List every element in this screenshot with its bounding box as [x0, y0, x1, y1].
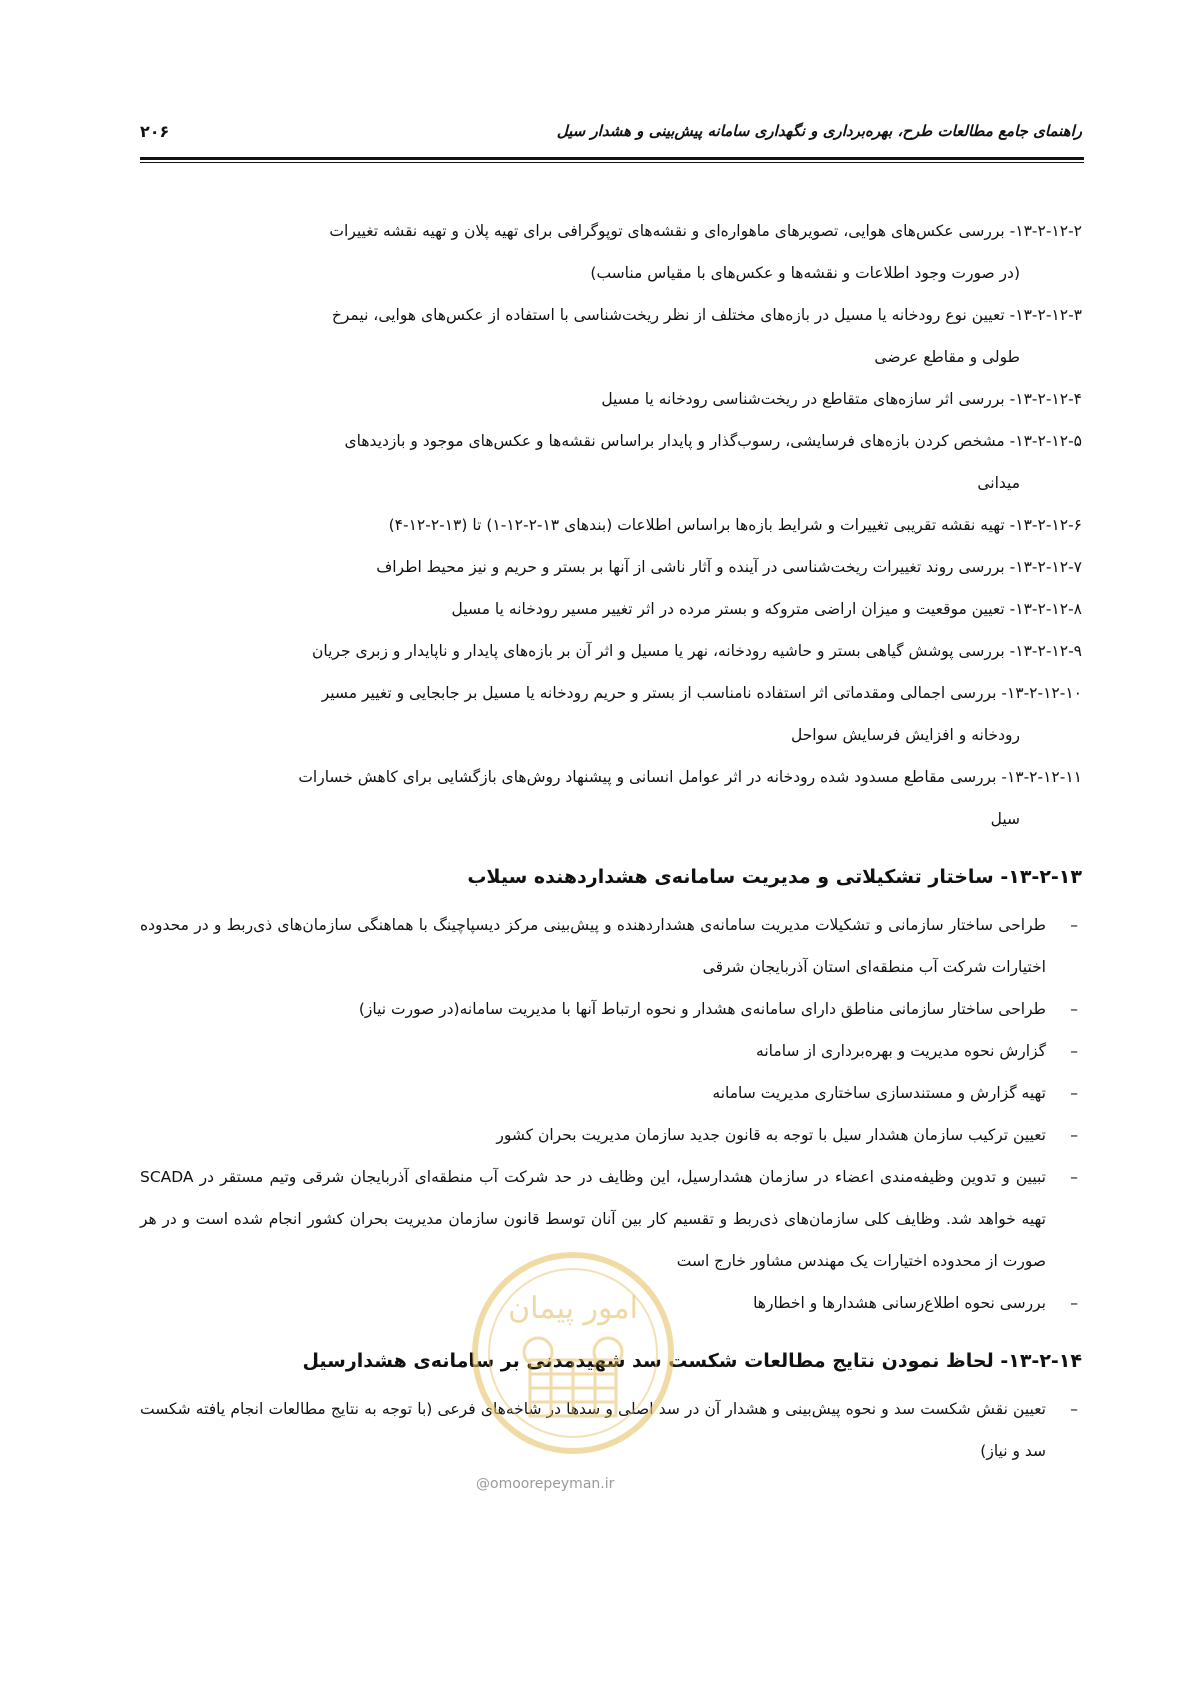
bullet-text: طراحی ساختار سازمانی مناطق دارای سامانه‌ی هشدار و نحوه ارتباط آنها با مدیریت سامانه(در صورت نیاز): [358, 1000, 1046, 1018]
watermark-url: @omoorepeyman.ir: [476, 1476, 615, 1492]
bullet-dash: –: [1070, 1000, 1078, 1018]
bullet-text: گزارش نحوه مدیریت و بهره‌برداری از سامانه: [756, 1042, 1046, 1060]
bullet-dash: –: [1070, 1168, 1078, 1186]
item-code: ۱۳-۲-۱۲-۱۰-: [1001, 684, 1082, 702]
bullet-dash: –: [1070, 1294, 1078, 1312]
item-text: بررسی مقاطع مسدود شده رودخانه در اثر عوامل انسانی و پیشنهاد روش‌های بازگشایی برای کاهش خسارات: [298, 768, 997, 786]
item-code: ۱۳-۲-۱۲-۵-: [1009, 432, 1082, 450]
list-item: [140, 672, 1082, 756]
bullet-text: تعیین ترکیب سازمان هشدار سیل با توجه به قانون جدید سازمان مدیریت بحران کشور: [496, 1126, 1046, 1144]
item-text: مشخص کردن بازه‌های فرسایشی، رسوب‌گذار و پایدار براساس نقشه‌ها و عکس‌های موجود و بازدیدهای: [344, 432, 1005, 450]
item-code: ۱۳-۲-۱۲-۲-: [1009, 222, 1082, 240]
page-content: [140, 210, 1082, 1472]
item-code: ۱۳-۲-۱۲-۴-: [1009, 390, 1082, 408]
item-code: ۱۳-۲-۱۲-۶-: [1009, 516, 1082, 534]
item-continuation: سیل: [990, 810, 1020, 828]
bullet-item: [140, 1282, 1082, 1324]
bullet-text: تهیه گزارش و مستندسازی ساختاری مدیریت سامانه: [712, 1084, 1046, 1102]
item-continuation: میدانی: [977, 474, 1020, 492]
item-continuation: رودخانه و افزایش فرسایش سواحل: [790, 726, 1020, 744]
page-number: ۲۰۶: [140, 122, 170, 141]
section-heading-13: ۱۳-۲-۱۳- ساختار تشکیلاتی و مدیریت سامانه‌ی هشداردهنده سیلاب: [467, 866, 1082, 888]
bullet-item: [140, 988, 1082, 1030]
bullet-text: بررسی نحوه اطلاع‌رسانی هشدارها و اخطارها: [753, 1294, 1046, 1312]
item-list: [140, 210, 1082, 840]
item-code: ۱۳-۲-۱۲-۷-: [1009, 558, 1082, 576]
item-code: ۱۳-۲-۱۲-۹-: [1009, 642, 1082, 660]
item-text: بررسی عکس‌های هوایی، تصویرهای ماهواره‌ای و نقشه‌های توپوگرافی برای تهیه پلان و تهیه نقشه تغییرات: [329, 222, 1005, 240]
item-continuation: طولی و مقاطع عرضی: [874, 348, 1020, 366]
header-rule-thin: [140, 162, 1084, 163]
bullet-item: [140, 1114, 1082, 1156]
bullet-text: تبیین و تدوین وظیفه‌مندی اعضاء در سازمان هشدارسیل، این وظایف در حد شرکت آب منطقه‌ای آذربایجان شرقی وتیم مستقر در SCADA تهیه خواهد شد. وظایف کلی سازمان‌های ذی‌ربط و تقسیم کار بین آنان توسط قانون سازمان مدیریت بحران کشور انجام شده است و در هر صورت از محدوده اختیارات یک مهندس مشاور خارج است: [140, 1168, 1046, 1270]
list-item: [140, 546, 1082, 588]
list-item: [140, 588, 1082, 630]
header-title: راهنمای جامع مطالعات طرح، بهره‌برداری و نگهداری سامانه پیش‌بینی و هشدار سیل: [556, 122, 1082, 140]
item-continuation: (در صورت وجود اطلاعات و نقشه‌ها و عکس‌های با مقیاس مناسب): [590, 264, 1020, 282]
item-text: تعیین موقعیت و میزان اراضی متروکه و بستر مرده در اثر تغییر مسیر رودخانه یا مسیل: [451, 600, 1005, 618]
bullet-item: [140, 904, 1082, 988]
bullet-item: [140, 1072, 1082, 1114]
list-item: [140, 420, 1082, 504]
bullet-dash: –: [1070, 1400, 1078, 1418]
item-text: تهیه نقشه تقریبی تغییرات و شرایط بازه‌ها براساس اطلاعات (بندهای ۱۳-۲-۱۲-۱) تا (۱۳-۲-۱۲-۴): [388, 516, 1005, 534]
list-item: [140, 504, 1082, 546]
bullet-list-13: [140, 904, 1082, 1324]
item-text: بررسی اجمالی ومقدماتی اثر استفاده نامناسب از بستر و حریم رودخانه یا مسیل بر جابجایی و تغییر مسیر: [321, 684, 997, 702]
item-text: بررسی اثر سازه‌های متقاطع در ریخت‌شناسی رودخانه یا مسیل: [601, 390, 1005, 408]
list-item: [140, 756, 1082, 840]
bullet-item: [140, 1030, 1082, 1072]
header-rule: [140, 157, 1084, 160]
section-heading-14: ۱۳-۲-۱۴- لحاظ نمودن نتایج مطالعات شکست سد شهیدمدنی بر سامانه‌ی هشدارسیل: [302, 1350, 1082, 1372]
bullet-list-14: [140, 1388, 1082, 1472]
bullet-dash: –: [1070, 1042, 1078, 1060]
item-code: ۱۳-۲-۱۲-۳-: [1009, 306, 1082, 324]
item-text: تعیین نوع رودخانه یا مسیل در بازه‌های مختلف از نظر ریخت‌شناسی با استفاده از عکس‌های هوایی، نیمرخ: [331, 306, 1005, 324]
list-item: [140, 378, 1082, 420]
bullet-item: [140, 1156, 1082, 1282]
page-header: [140, 118, 1082, 150]
item-text: بررسی پوشش گیاهی بستر و حاشیه رودخانه، نهر یا مسیل و اثر آن بر بازه‌های پایدار و ناپایدار و زبری جریان: [311, 642, 1005, 660]
item-code: ۱۳-۲-۱۲-۱۱-: [1001, 768, 1082, 786]
watermark-logo-text: امور پیمان: [508, 1291, 638, 1326]
list-item: [140, 630, 1082, 672]
bullet-text: تعیین نقش شکست سد و نحوه پیش‌بینی و هشدار آن در سد اصلی و سدها در شاخه‌های فرعی (با توجه به نتایج مطالعات انجام یافته شکست سد و نیاز): [140, 1400, 1046, 1460]
bullet-dash: –: [1070, 1084, 1078, 1102]
bullet-dash: –: [1070, 916, 1078, 934]
bullet-item: [140, 1388, 1082, 1472]
item-code: ۱۳-۲-۱۲-۸-: [1009, 600, 1082, 618]
list-item: [140, 294, 1082, 378]
bullet-dash: –: [1070, 1126, 1078, 1144]
item-text: بررسی روند تغییرات ریخت‌شناسی در آینده و آثار ناشی از آنها بر بستر و حریم و نیز محیط اطراف: [376, 558, 1005, 576]
list-item: [140, 210, 1082, 294]
bullet-text: طراحی ساختار سازمانی و تشکیلات مدیریت سامانه‌ی هشداردهنده و پیش‌بینی مرکز دیسپاچینگ با هماهنگی سازمان‌های ذی‌ربط و در محدوده اختیارات شرکت آب منطقه‌ای استان آذربایجان شرقی: [140, 916, 1046, 976]
